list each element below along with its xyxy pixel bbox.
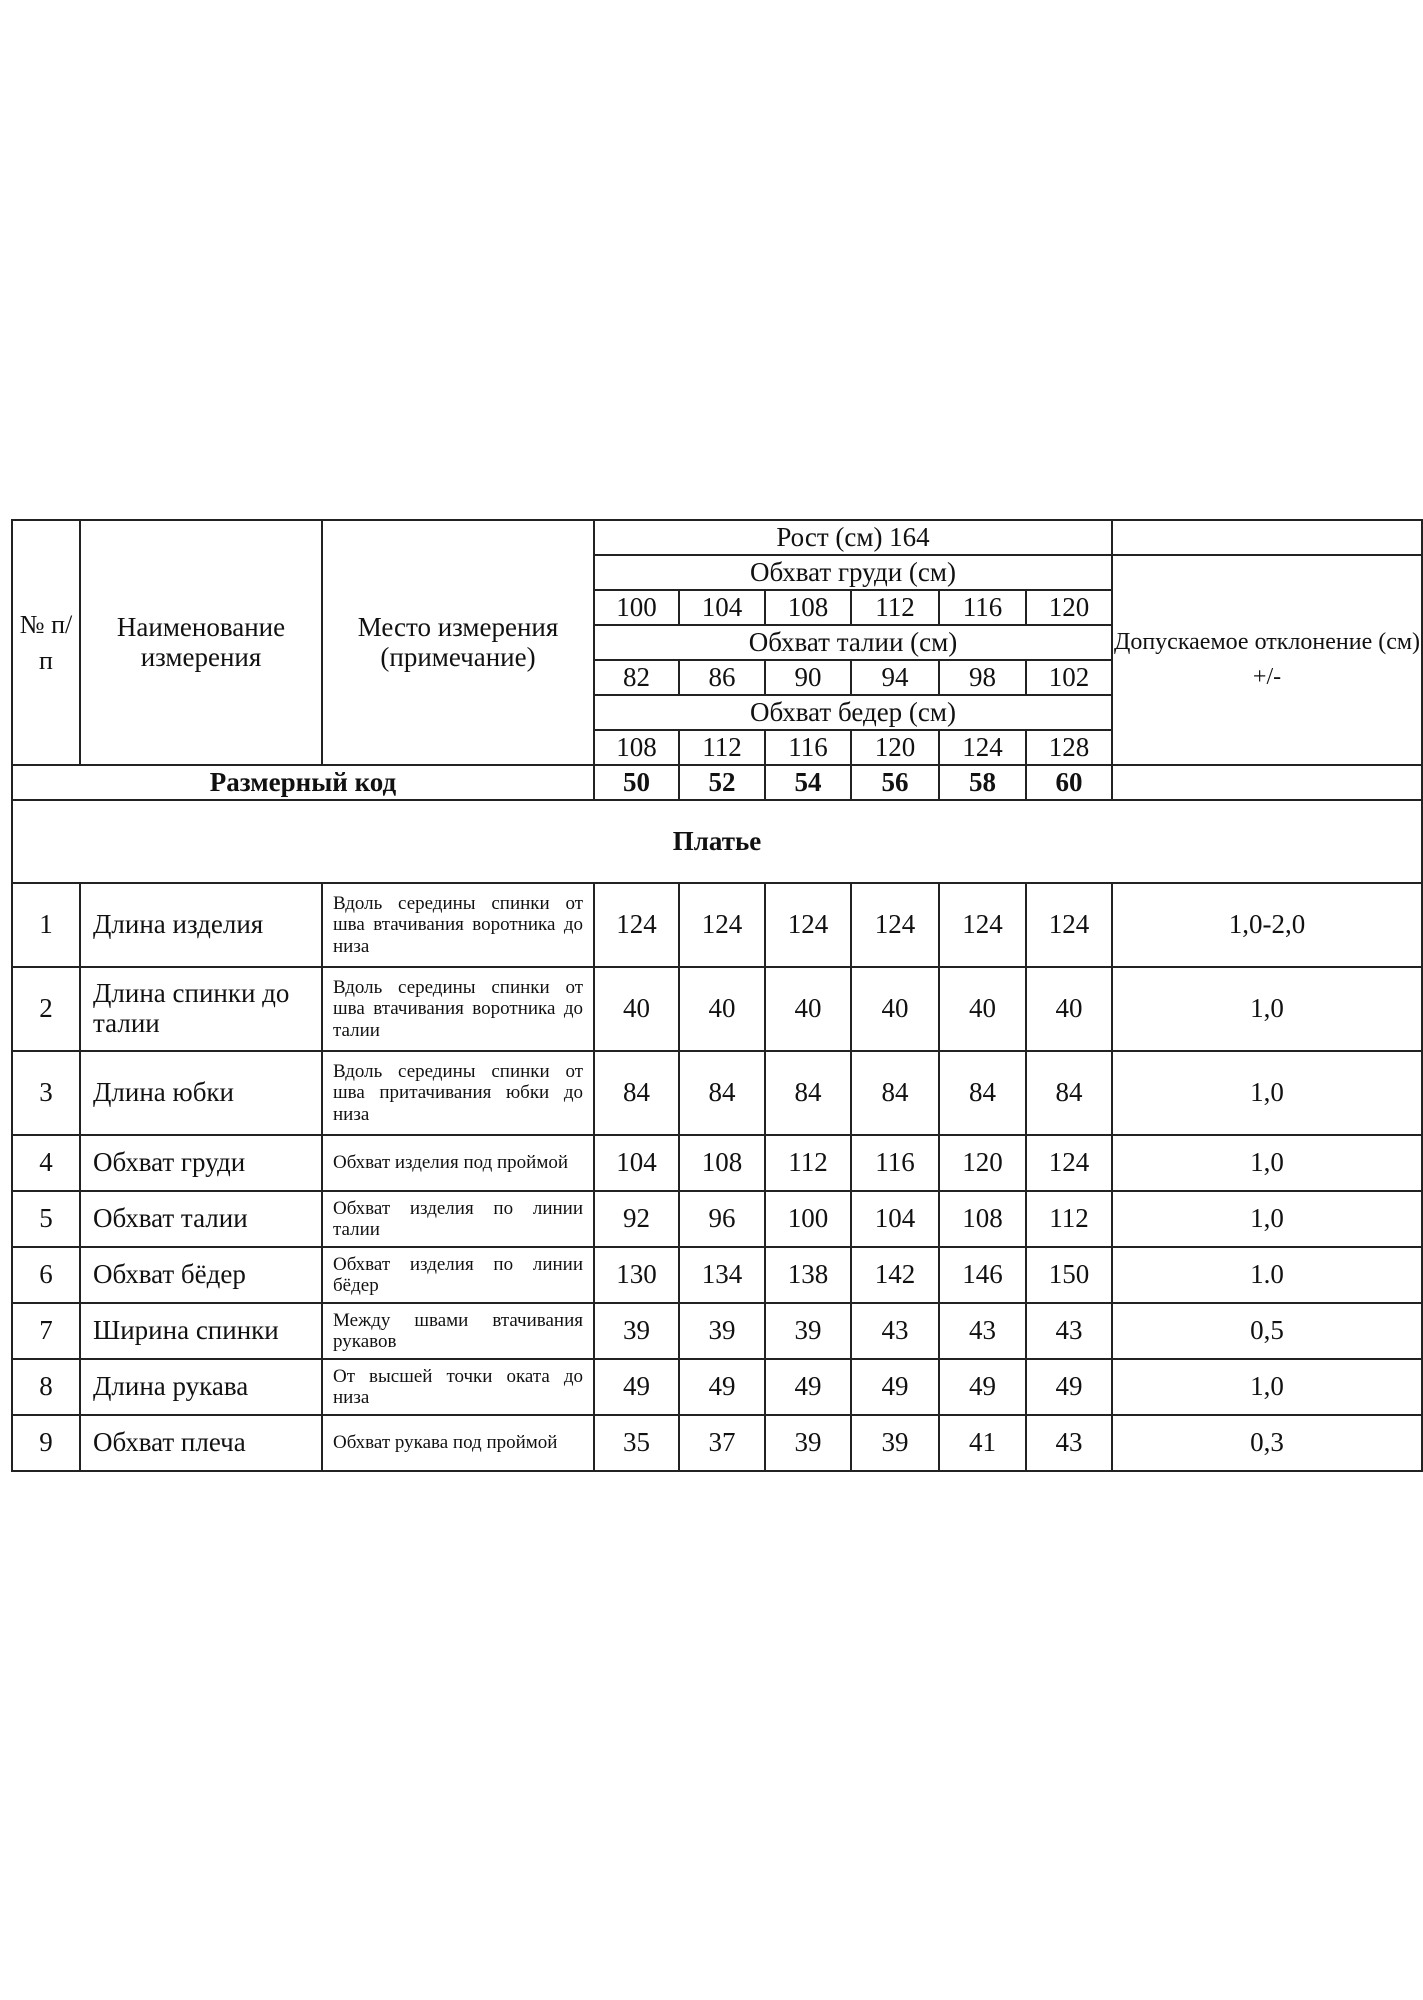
chest-value: 120: [1026, 590, 1112, 625]
waist-value: 102: [1026, 660, 1112, 695]
measurement-value: 112: [765, 1135, 851, 1191]
hip-value: 124: [939, 730, 1026, 765]
hip-value: 116: [765, 730, 851, 765]
measurement-value: 40: [939, 967, 1026, 1051]
measurement-value: 39: [851, 1415, 939, 1471]
waist-header: Обхват талии (см): [594, 625, 1112, 660]
name-header: Наименование измерения: [80, 520, 322, 765]
size-code-value: 52: [679, 765, 765, 800]
tolerance-value: 1,0: [1112, 1359, 1422, 1415]
place-header: Место измерения (примечание): [322, 520, 594, 765]
measurement-value: 92: [594, 1191, 679, 1247]
row-number: 2: [12, 967, 80, 1051]
hip-value: 120: [851, 730, 939, 765]
measurement-value: 130: [594, 1247, 679, 1303]
measurement-place: Обхват изделия по линии бёдер: [322, 1247, 594, 1303]
measurement-value: 124: [594, 883, 679, 967]
measurement-place: Между швами втачивания рукавов: [322, 1303, 594, 1359]
measurement-place: Вдоль середины спинки от шва притачивания юбки до низа: [322, 1051, 594, 1135]
chest-value: 112: [851, 590, 939, 625]
chest-value: 108: [765, 590, 851, 625]
measurement-name: Длина изделия: [80, 883, 322, 967]
measurement-place: Обхват рукава под проймой: [322, 1415, 594, 1471]
measurement-place: Вдоль середины спинки от шва втачивания воротника до талии: [322, 967, 594, 1051]
hip-value: 112: [679, 730, 765, 765]
height-header: Рост (см) 164: [594, 520, 1112, 555]
waist-value: 98: [939, 660, 1026, 695]
measurement-value: 39: [679, 1303, 765, 1359]
row-number: 5: [12, 1191, 80, 1247]
measurement-value: 124: [1026, 883, 1112, 967]
tolerance-header-blank: [1112, 520, 1422, 555]
measurement-place: Обхват изделия по линии талии: [322, 1191, 594, 1247]
measurement-name: Обхват плеча: [80, 1415, 322, 1471]
waist-value: 94: [851, 660, 939, 695]
measurement-value: 43: [851, 1303, 939, 1359]
measurement-name: Длина спинки до талии: [80, 967, 322, 1051]
table-row: [12, 1051, 1422, 1135]
measurement-value: 142: [851, 1247, 939, 1303]
measurement-value: 43: [1026, 1303, 1112, 1359]
tolerance-value: 1.0: [1112, 1247, 1422, 1303]
measurement-value: 150: [1026, 1247, 1112, 1303]
measurement-value: 84: [594, 1051, 679, 1135]
size-code-value: 58: [939, 765, 1026, 800]
hip-header: Обхват бедер (см): [594, 695, 1112, 730]
measurement-value: 49: [765, 1359, 851, 1415]
size-chart-table: [11, 519, 1423, 1472]
hip-value: 108: [594, 730, 679, 765]
measurement-value: 138: [765, 1247, 851, 1303]
size-code-label: Размерный код: [12, 765, 594, 800]
measurement-value: 43: [939, 1303, 1026, 1359]
chest-value: 104: [679, 590, 765, 625]
measurement-value: 134: [679, 1247, 765, 1303]
row-number: 7: [12, 1303, 80, 1359]
measurement-value: 39: [594, 1303, 679, 1359]
num-header: № п/п: [12, 520, 80, 765]
size-code-blank: [1112, 765, 1422, 800]
table-row: [12, 1135, 1422, 1191]
measurement-value: 40: [679, 967, 765, 1051]
row-number: 6: [12, 1247, 80, 1303]
chest-value: 116: [939, 590, 1026, 625]
measurement-value: 112: [1026, 1191, 1112, 1247]
measurement-value: 40: [594, 967, 679, 1051]
tolerance-value: 1,0: [1112, 1191, 1422, 1247]
measurement-name: Длина рукава: [80, 1359, 322, 1415]
chest-value: 100: [594, 590, 679, 625]
size-code-value: 50: [594, 765, 679, 800]
waist-value: 86: [679, 660, 765, 695]
row-number: 9: [12, 1415, 80, 1471]
tolerance-value: 1,0: [1112, 1135, 1422, 1191]
tolerance-value: 1,0-2,0: [1112, 883, 1422, 967]
measurement-value: 104: [851, 1191, 939, 1247]
row-number: 1: [12, 883, 80, 967]
measurement-value: 43: [1026, 1415, 1112, 1471]
measurement-value: 49: [679, 1359, 765, 1415]
row-number: 4: [12, 1135, 80, 1191]
measurement-value: 39: [765, 1415, 851, 1471]
measurement-value: 104: [594, 1135, 679, 1191]
measurement-value: 96: [679, 1191, 765, 1247]
measurement-place: Обхват изделия под проймой: [322, 1135, 594, 1191]
measurement-place: Вдоль середины спинки от шва втачивания воротника до низа: [322, 883, 594, 967]
table-row: [12, 1359, 1422, 1415]
tolerance-value: 0,5: [1112, 1303, 1422, 1359]
measurement-value: 49: [1026, 1359, 1112, 1415]
row-number: 8: [12, 1359, 80, 1415]
measurement-value: 49: [851, 1359, 939, 1415]
measurement-value: 124: [679, 883, 765, 967]
section-title: Платье: [12, 800, 1422, 883]
measurement-value: 41: [939, 1415, 1026, 1471]
measurement-value: 37: [679, 1415, 765, 1471]
row-number: 3: [12, 1051, 80, 1135]
measurement-value: 35: [594, 1415, 679, 1471]
measurement-value: 124: [939, 883, 1026, 967]
measurement-place: От высшей точки оката до низа: [322, 1359, 594, 1415]
chest-header: Обхват груди (см): [594, 555, 1112, 590]
table-row: [12, 1303, 1422, 1359]
waist-value: 82: [594, 660, 679, 695]
measurement-value: 100: [765, 1191, 851, 1247]
measurement-value: 49: [939, 1359, 1026, 1415]
size-code-row: [12, 765, 1422, 800]
measurement-value: 116: [851, 1135, 939, 1191]
measurement-value: 40: [1026, 967, 1112, 1051]
measurement-value: 108: [939, 1191, 1026, 1247]
size-code-value: 56: [851, 765, 939, 800]
measurement-value: 108: [679, 1135, 765, 1191]
size-code-value: 60: [1026, 765, 1112, 800]
measurement-value: 124: [765, 883, 851, 967]
measurement-value: 40: [765, 967, 851, 1051]
measurement-value: 84: [765, 1051, 851, 1135]
hip-value: 128: [1026, 730, 1112, 765]
table-row: [12, 1415, 1422, 1471]
measurement-value: 84: [939, 1051, 1026, 1135]
tolerance-header: Допускаемое отклонение (см) +/-: [1112, 555, 1422, 765]
measurement-value: 84: [679, 1051, 765, 1135]
table-row: [12, 1247, 1422, 1303]
waist-value: 90: [765, 660, 851, 695]
tolerance-value: 0,3: [1112, 1415, 1422, 1471]
measurement-value: 84: [1026, 1051, 1112, 1135]
measurement-value: 146: [939, 1247, 1026, 1303]
measurement-name: Обхват талии: [80, 1191, 322, 1247]
measurement-value: 120: [939, 1135, 1026, 1191]
measurement-name: Длина юбки: [80, 1051, 322, 1135]
measurement-value: 84: [851, 1051, 939, 1135]
measurement-name: Ширина спинки: [80, 1303, 322, 1359]
table-row: [12, 883, 1422, 967]
table-row: [12, 967, 1422, 1051]
measurement-name: Обхват груди: [80, 1135, 322, 1191]
measurement-value: 49: [594, 1359, 679, 1415]
tolerance-value: 1,0: [1112, 1051, 1422, 1135]
table-row: [12, 1191, 1422, 1247]
measurement-value: 39: [765, 1303, 851, 1359]
measurement-name: Обхват бёдер: [80, 1247, 322, 1303]
measurement-value: 124: [851, 883, 939, 967]
tolerance-value: 1,0: [1112, 967, 1422, 1051]
measurement-value: 124: [1026, 1135, 1112, 1191]
size-code-value: 54: [765, 765, 851, 800]
measurement-value: 40: [851, 967, 939, 1051]
